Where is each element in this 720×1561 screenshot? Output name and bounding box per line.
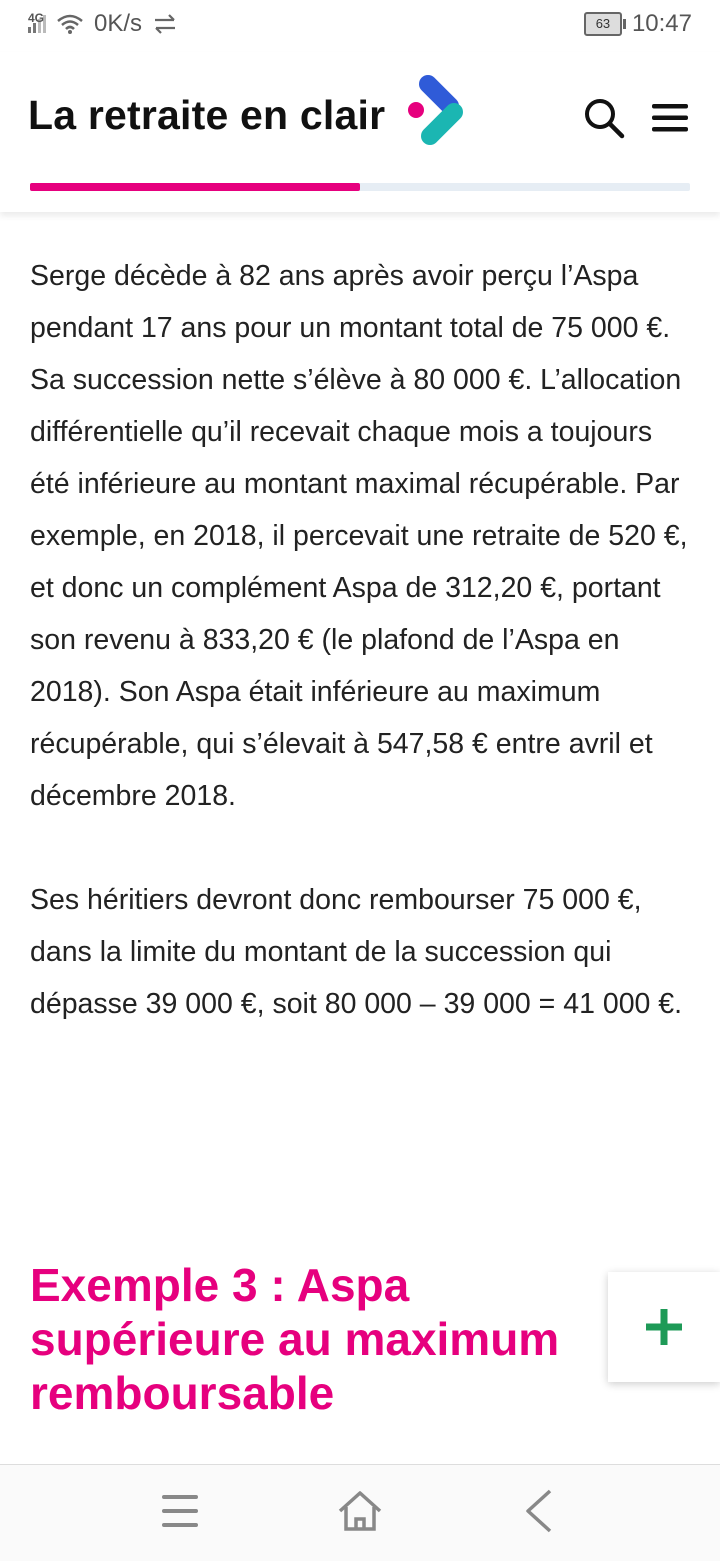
data-transfer-icon — [152, 13, 178, 35]
section-heading: Exemple 3 : Aspa supérieure au maximum remboursable — [30, 1259, 560, 1419]
site-logo-text[interactable]: La retraite en clair — [28, 92, 386, 138]
back-icon[interactable] — [516, 1487, 564, 1535]
network-type: 4G — [28, 11, 45, 25]
search-icon[interactable] — [582, 96, 626, 140]
status-bar — [0, 0, 720, 52]
battery-icon — [584, 12, 626, 36]
network-speed: 0K/s — [94, 10, 143, 37]
reading-progress-fill — [30, 183, 360, 191]
article-body — [30, 250, 690, 1030]
menu-icon[interactable] — [156, 1487, 204, 1535]
signal-icon — [28, 11, 46, 33]
reading-progress-bar — [30, 183, 690, 191]
site-header — [0, 52, 720, 212]
wifi-icon — [56, 13, 84, 35]
article-paragraph: Serge décède à 82 ans après avoir perçu l’Aspa pendant 17 ans pour un montant total de 75 000 €. Sa succession nette s’élève à 80 000 €. L’allocation différentielle qu’il recevait chaque mois a toujours été inférieure au montant maximal récupérable. Par exemple, en 2018, il percevait une retraite de 520 €, et donc un complément Aspa de 312,20 €, portant son revenu à 833,20 € (le plafond de l’Aspa en 2018). Son Aspa était inférieure au maximum récupérable, qui s’élevait à 547,58 € entre avril et décembre 2018. — [30, 260, 688, 812]
battery-level: 63 — [584, 12, 622, 36]
article-paragraph: Ses héritiers devront donc rembourser 75 000 €, dans la limite du montant de la succession qui dépasse 39 000 €, soit 80 000 – 39 000 = 41 000 €. — [30, 884, 683, 1020]
hamburger-menu-icon[interactable] — [650, 100, 690, 136]
logo-chevron-icon[interactable] — [406, 72, 472, 156]
expand-button[interactable] — [608, 1272, 720, 1382]
system-navigation-bar — [0, 1464, 720, 1561]
home-icon[interactable] — [336, 1487, 384, 1535]
status-left — [28, 10, 178, 38]
plus-icon — [644, 1307, 684, 1347]
status-right — [584, 10, 692, 38]
clock: 10:47 — [631, 10, 692, 37]
